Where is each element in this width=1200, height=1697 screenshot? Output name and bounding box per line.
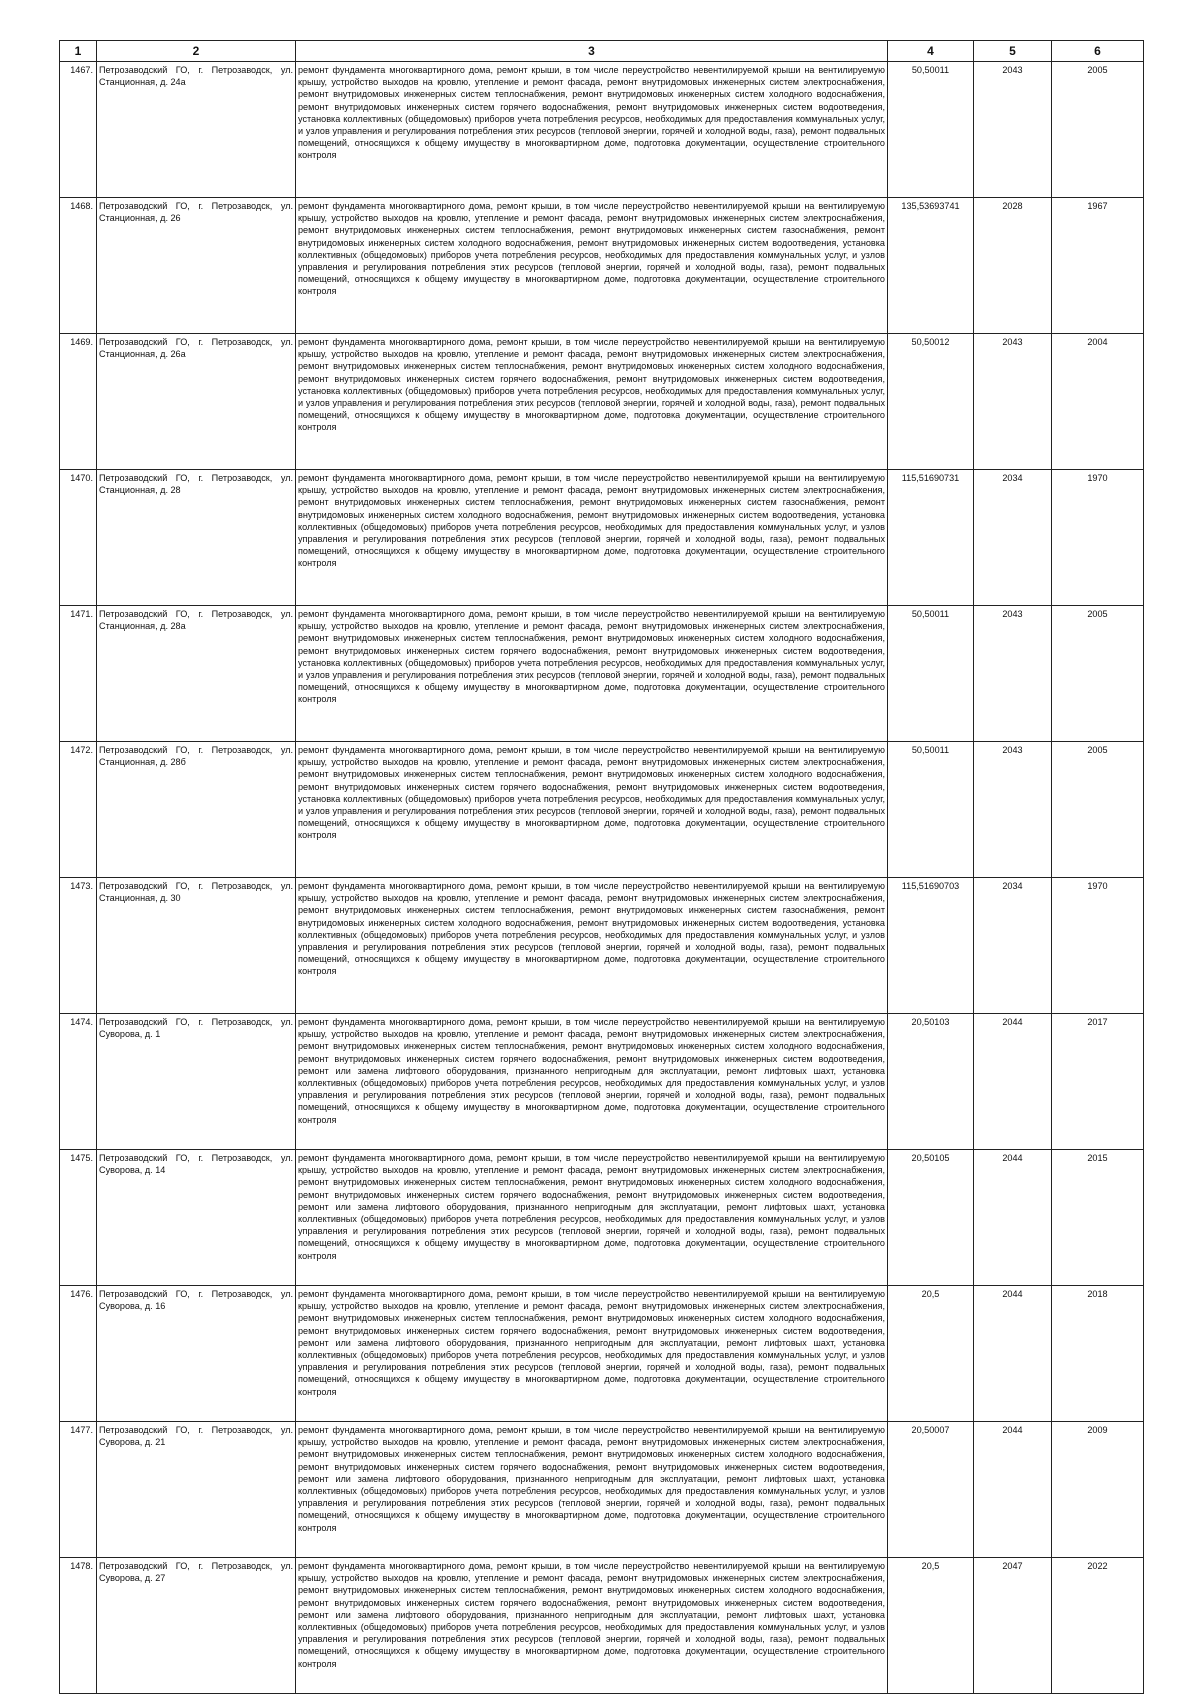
- repair-year: 2043: [974, 62, 1052, 198]
- build-year: 2009: [1052, 1422, 1144, 1558]
- house-address: Петрозаводский ГО, г. Петрозаводск, ул. Станционная, д. 28: [97, 470, 296, 606]
- repair-year: 2034: [974, 878, 1052, 1014]
- build-year: 2017: [1052, 1014, 1144, 1150]
- row-number: 1475.: [60, 1150, 97, 1286]
- house-address: Петрозаводский ГО, г. Петрозаводск, ул. Станционная, д. 26а: [97, 334, 296, 470]
- table-row: [60, 878, 1144, 1014]
- cost-value: 20,50103: [888, 1014, 974, 1150]
- repair-year: 2044: [974, 1150, 1052, 1286]
- repair-works: ремонт фундамента многоквартирного дома, ремонт крыши, в том числе переустройство невентилируемой крыши на вентилируемую крышу, устройство выходов на кровлю, утепление и ремонт фасада, ремонт внутридомовых инженерных систем электроснабжения, ремонт внутридомовых инженерных систем теплоснабжения, ремонт внутридомовых инженерных систем газоснабжения, ремонт внутридомовых инженерных систем холодного водоснабжения, ремонт внутридомовых инженерных систем водоотведения, установка коллективных (общедомовых) приборов учета потребления ресурсов, необходимых для предоставления коммунальных услуг, и узлов управления и регулирования потребления этих ресурсов (тепловой энергии, горячей и холодной воды, газа), ремонт подвальных помещений, относящихся к общему имуществу в многоквартирном доме, подготовка документации, осуществление строительного контроля: [296, 878, 888, 1014]
- build-year: 2004: [1052, 334, 1144, 470]
- header-col-6: 6: [1052, 41, 1144, 62]
- table-row: [60, 470, 1144, 606]
- row-number: 1467.: [60, 62, 97, 198]
- row-number: 1474.: [60, 1014, 97, 1150]
- row-number: 1471.: [60, 606, 97, 742]
- row-number: 1469.: [60, 334, 97, 470]
- repair-works: ремонт фундамента многоквартирного дома, ремонт крыши, в том числе переустройство невентилируемой крыши на вентилируемую крышу, устройство выходов на кровлю, утепление и ремонт фасада, ремонт внутридомовых инженерных систем электроснабжения, ремонт внутридомовых инженерных систем теплоснабжения, ремонт внутридомовых инженерных систем холодного водоснабжения, ремонт внутридомовых инженерных систем горячего водоснабжения, ремонт внутридомовых инженерных систем водоотведения, ремонт или замена лифтового оборудования, признанного непригодным для эксплуатации, ремонт лифтовых шахт, установка коллективных (общедомовых) приборов учета потребления ресурсов, необходимых для предоставления коммунальных услуг, и узлов управления и регулирования потребления этих ресурсов (тепловой энергии, горячей и холодной воды, газа), ремонт подвальных помещений, относящихся к общему имуществу в многоквартирном доме, подготовка документации, осуществление строительного контроля: [296, 1558, 888, 1694]
- table-row: [60, 198, 1144, 334]
- table-row: [60, 62, 1144, 198]
- house-address: Петрозаводский ГО, г. Петрозаводск, ул. Суворова, д. 16: [97, 1286, 296, 1422]
- cost-value: 115,51690703: [888, 878, 974, 1014]
- repair-year: 2034: [974, 470, 1052, 606]
- header-row: [60, 41, 1144, 62]
- repair-works: ремонт фундамента многоквартирного дома, ремонт крыши, в том числе переустройство невентилируемой крыши на вентилируемую крышу, устройство выходов на кровлю, утепление и ремонт фасада, ремонт внутридомовых инженерных систем электроснабжения, ремонт внутридомовых инженерных систем теплоснабжения, ремонт внутридомовых инженерных систем холодного водоснабжения, ремонт внутридомовых инженерных систем горячего водоснабжения, ремонт внутридомовых инженерных систем водоотведения, установка коллективных (общедомовых) приборов учета потребления ресурсов, необходимых для предоставления коммунальных услуг, и узлов управления и регулирования потребления этих ресурсов (тепловой энергии, горячей и холодной воды, газа), ремонт подвальных помещений, относящихся к общему имуществу в многоквартирном доме, подготовка документации, осуществление строительного контроля: [296, 62, 888, 198]
- table-row: [60, 1150, 1144, 1286]
- header-col-4: 4: [888, 41, 974, 62]
- house-address: Петрозаводский ГО, г. Петрозаводск, ул. Станционная, д. 28б: [97, 742, 296, 878]
- build-year: 1970: [1052, 878, 1144, 1014]
- row-number: 1476.: [60, 1286, 97, 1422]
- repair-year: 2028: [974, 198, 1052, 334]
- table-row: [60, 742, 1144, 878]
- repair-year: 2044: [974, 1014, 1052, 1150]
- cost-value: 50,50011: [888, 606, 974, 742]
- repair-year: 2043: [974, 742, 1052, 878]
- capital-repair-table: [59, 40, 1144, 1694]
- build-year: 2015: [1052, 1150, 1144, 1286]
- build-year: 2018: [1052, 1286, 1144, 1422]
- house-address: Петрозаводский ГО, г. Петрозаводск, ул. Суворова, д. 14: [97, 1150, 296, 1286]
- cost-value: 20,50105: [888, 1150, 974, 1286]
- cost-value: 50,50012: [888, 334, 974, 470]
- table-row: [60, 1014, 1144, 1150]
- cost-value: 50,50011: [888, 62, 974, 198]
- repair-year: 2044: [974, 1286, 1052, 1422]
- row-number: 1478.: [60, 1558, 97, 1694]
- cost-value: 115,51690731: [888, 470, 974, 606]
- repair-works: ремонт фундамента многоквартирного дома, ремонт крыши, в том числе переустройство невентилируемой крыши на вентилируемую крышу, устройство выходов на кровлю, утепление и ремонт фасада, ремонт внутридомовых инженерных систем электроснабжения, ремонт внутридомовых инженерных систем теплоснабжения, ремонт внутридомовых инженерных систем холодного водоснабжения, ремонт внутридомовых инженерных систем горячего водоснабжения, ремонт внутридомовых инженерных систем водоотведения, ремонт или замена лифтового оборудования, признанного непригодным для эксплуатации, ремонт лифтовых шахт, установка коллективных (общедомовых) приборов учета потребления ресурсов, необходимых для предоставления коммунальных услуг, и узлов управления и регулирования потребления этих ресурсов (тепловой энергии, горячей и холодной воды, газа), ремонт подвальных помещений, относящихся к общему имуществу в многоквартирном доме, подготовка документации, осуществление строительного контроля: [296, 1150, 888, 1286]
- build-year: 2005: [1052, 606, 1144, 742]
- header-col-5: 5: [974, 41, 1052, 62]
- house-address: Петрозаводский ГО, г. Петрозаводск, ул. Суворова, д. 21: [97, 1422, 296, 1558]
- house-address: Петрозаводский ГО, г. Петрозаводск, ул. Суворова, д. 1: [97, 1014, 296, 1150]
- cost-value: 50,50011: [888, 742, 974, 878]
- repair-year: 2044: [974, 1422, 1052, 1558]
- table-row: [60, 1558, 1144, 1694]
- repair-works: ремонт фундамента многоквартирного дома, ремонт крыши, в том числе переустройство невентилируемой крыши на вентилируемую крышу, устройство выходов на кровлю, утепление и ремонт фасада, ремонт внутридомовых инженерных систем электроснабжения, ремонт внутридомовых инженерных систем теплоснабжения, ремонт внутридомовых инженерных систем холодного водоснабжения, ремонт внутридомовых инженерных систем горячего водоснабжения, ремонт внутридомовых инженерных систем водоотведения, ремонт или замена лифтового оборудования, признанного непригодным для эксплуатации, ремонт лифтовых шахт, установка коллективных (общедомовых) приборов учета потребления ресурсов, необходимых для предоставления коммунальных услуг, и узлов управления и регулирования потребления этих ресурсов (тепловой энергии, горячей и холодной воды, газа), ремонт подвальных помещений, относящихся к общему имуществу в многоквартирном доме, подготовка документации, осуществление строительного контроля: [296, 1014, 888, 1150]
- repair-works: ремонт фундамента многоквартирного дома, ремонт крыши, в том числе переустройство невентилируемой крыши на вентилируемую крышу, устройство выходов на кровлю, утепление и ремонт фасада, ремонт внутридомовых инженерных систем электроснабжения, ремонт внутридомовых инженерных систем теплоснабжения, ремонт внутридомовых инженерных систем газоснабжения, ремонт внутридомовых инженерных систем холодного водоснабжения, ремонт внутридомовых инженерных систем водоотведения, установка коллективных (общедомовых) приборов учета потребления ресурсов, необходимых для предоставления коммунальных услуг, и узлов управления и регулирования потребления этих ресурсов (тепловой энергии, горячей и холодной воды, газа), ремонт подвальных помещений, относящихся к общему имуществу в многоквартирном доме, подготовка документации, осуществление строительного контроля: [296, 470, 888, 606]
- table-row: [60, 606, 1144, 742]
- row-number: 1468.: [60, 198, 97, 334]
- repair-year: 2047: [974, 1558, 1052, 1694]
- repair-works: ремонт фундамента многоквартирного дома, ремонт крыши, в том числе переустройство невентилируемой крыши на вентилируемую крышу, устройство выходов на кровлю, утепление и ремонт фасада, ремонт внутридомовых инженерных систем электроснабжения, ремонт внутридомовых инженерных систем теплоснабжения, ремонт внутридомовых инженерных систем газоснабжения, ремонт внутридомовых инженерных систем холодного водоснабжения, ремонт внутридомовых инженерных систем водоотведения, установка коллективных (общедомовых) приборов учета потребления ресурсов, необходимых для предоставления коммунальных услуг, и узлов управления и регулирования потребления этих ресурсов (тепловой энергии, горячей и холодной воды, газа), ремонт подвальных помещений, относящихся к общему имуществу в многоквартирном доме, подготовка документации, осуществление строительного контроля: [296, 198, 888, 334]
- row-number: 1477.: [60, 1422, 97, 1558]
- house-address: Петрозаводский ГО, г. Петрозаводск, ул. Станционная, д. 30: [97, 878, 296, 1014]
- build-year: 2022: [1052, 1558, 1144, 1694]
- repair-year: 2043: [974, 334, 1052, 470]
- repair-works: ремонт фундамента многоквартирного дома, ремонт крыши, в том числе переустройство невентилируемой крыши на вентилируемую крышу, устройство выходов на кровлю, утепление и ремонт фасада, ремонт внутридомовых инженерных систем электроснабжения, ремонт внутридомовых инженерных систем теплоснабжения, ремонт внутридомовых инженерных систем холодного водоснабжения, ремонт внутридомовых инженерных систем горячего водоснабжения, ремонт внутридомовых инженерных систем водоотведения, установка коллективных (общедомовых) приборов учета потребления ресурсов, необходимых для предоставления коммунальных услуг, и узлов управления и регулирования потребления этих ресурсов (тепловой энергии, горячей и холодной воды, газа), ремонт подвальных помещений, относящихся к общему имуществу в многоквартирном доме, подготовка документации, осуществление строительного контроля: [296, 742, 888, 878]
- repair-year: 2043: [974, 606, 1052, 742]
- build-year: 1967: [1052, 198, 1144, 334]
- header-col-3: 3: [296, 41, 888, 62]
- cost-value: 135,53693741: [888, 198, 974, 334]
- repair-works: ремонт фундамента многоквартирного дома, ремонт крыши, в том числе переустройство невентилируемой крыши на вентилируемую крышу, устройство выходов на кровлю, утепление и ремонт фасада, ремонт внутридомовых инженерных систем электроснабжения, ремонт внутридомовых инженерных систем теплоснабжения, ремонт внутридомовых инженерных систем холодного водоснабжения, ремонт внутридомовых инженерных систем горячего водоснабжения, ремонт внутридомовых инженерных систем водоотведения, ремонт или замена лифтового оборудования, признанного непригодным для эксплуатации, ремонт лифтовых шахт, установка коллективных (общедомовых) приборов учета потребления ресурсов, необходимых для предоставления коммунальных услуг, и узлов управления и регулирования потребления этих ресурсов (тепловой энергии, горячей и холодной воды, газа), ремонт подвальных помещений, относящихся к общему имуществу в многоквартирном доме, подготовка документации, осуществление строительного контроля: [296, 1422, 888, 1558]
- table-row: [60, 334, 1144, 470]
- repair-works: ремонт фундамента многоквартирного дома, ремонт крыши, в том числе переустройство невентилируемой крыши на вентилируемую крышу, устройство выходов на кровлю, утепление и ремонт фасада, ремонт внутридомовых инженерных систем электроснабжения, ремонт внутридомовых инженерных систем теплоснабжения, ремонт внутридомовых инженерных систем холодного водоснабжения, ремонт внутридомовых инженерных систем горячего водоснабжения, ремонт внутридомовых инженерных систем водоотведения, ремонт или замена лифтового оборудования, признанного непригодным для эксплуатации, ремонт лифтовых шахт, установка коллективных (общедомовых) приборов учета потребления ресурсов, необходимых для предоставления коммунальных услуг, и узлов управления и регулирования потребления этих ресурсов (тепловой энергии, горячей и холодной воды, газа), ремонт подвальных помещений, относящихся к общему имуществу в многоквартирном доме, подготовка документации, осуществление строительного контроля: [296, 1286, 888, 1422]
- cost-value: 20,50007: [888, 1422, 974, 1558]
- house-address: Петрозаводский ГО, г. Петрозаводск, ул. Суворова, д. 27: [97, 1558, 296, 1694]
- header-col-2: 2: [97, 41, 296, 62]
- table-row: [60, 1422, 1144, 1558]
- header-col-1: 1: [60, 41, 97, 62]
- cost-value: 20,5: [888, 1286, 974, 1422]
- row-number: 1472.: [60, 742, 97, 878]
- house-address: Петрозаводский ГО, г. Петрозаводск, ул. Станционная, д. 26: [97, 198, 296, 334]
- row-number: 1470.: [60, 470, 97, 606]
- build-year: 2005: [1052, 62, 1144, 198]
- repair-works: ремонт фундамента многоквартирного дома, ремонт крыши, в том числе переустройство невентилируемой крыши на вентилируемую крышу, устройство выходов на кровлю, утепление и ремонт фасада, ремонт внутридомовых инженерных систем электроснабжения, ремонт внутридомовых инженерных систем теплоснабжения, ремонт внутридомовых инженерных систем холодного водоснабжения, ремонт внутридомовых инженерных систем горячего водоснабжения, ремонт внутридомовых инженерных систем водоотведения, установка коллективных (общедомовых) приборов учета потребления ресурсов, необходимых для предоставления коммунальных услуг, и узлов управления и регулирования потребления этих ресурсов (тепловой энергии, горячей и холодной воды, газа), ремонт подвальных помещений, относящихся к общему имуществу в многоквартирном доме, подготовка документации, осуществление строительного контроля: [296, 334, 888, 470]
- house-address: Петрозаводский ГО, г. Петрозаводск, ул. Станционная, д. 24а: [97, 62, 296, 198]
- table-row: [60, 1286, 1144, 1422]
- cost-value: 20,5: [888, 1558, 974, 1694]
- house-address: Петрозаводский ГО, г. Петрозаводск, ул. Станционная, д. 28а: [97, 606, 296, 742]
- repair-works: ремонт фундамента многоквартирного дома, ремонт крыши, в том числе переустройство невентилируемой крыши на вентилируемую крышу, устройство выходов на кровлю, утепление и ремонт фасада, ремонт внутридомовых инженерных систем электроснабжения, ремонт внутридомовых инженерных систем теплоснабжения, ремонт внутридомовых инженерных систем холодного водоснабжения, ремонт внутридомовых инженерных систем горячего водоснабжения, ремонт внутридомовых инженерных систем водоотведения, установка коллективных (общедомовых) приборов учета потребления ресурсов, необходимых для предоставления коммунальных услуг, и узлов управления и регулирования потребления этих ресурсов (тепловой энергии, горячей и холодной воды, газа), ремонт подвальных помещений, относящихся к общему имуществу в многоквартирном доме, подготовка документации, осуществление строительного контроля: [296, 606, 888, 742]
- row-number: 1473.: [60, 878, 97, 1014]
- build-year: 1970: [1052, 470, 1144, 606]
- build-year: 2005: [1052, 742, 1144, 878]
